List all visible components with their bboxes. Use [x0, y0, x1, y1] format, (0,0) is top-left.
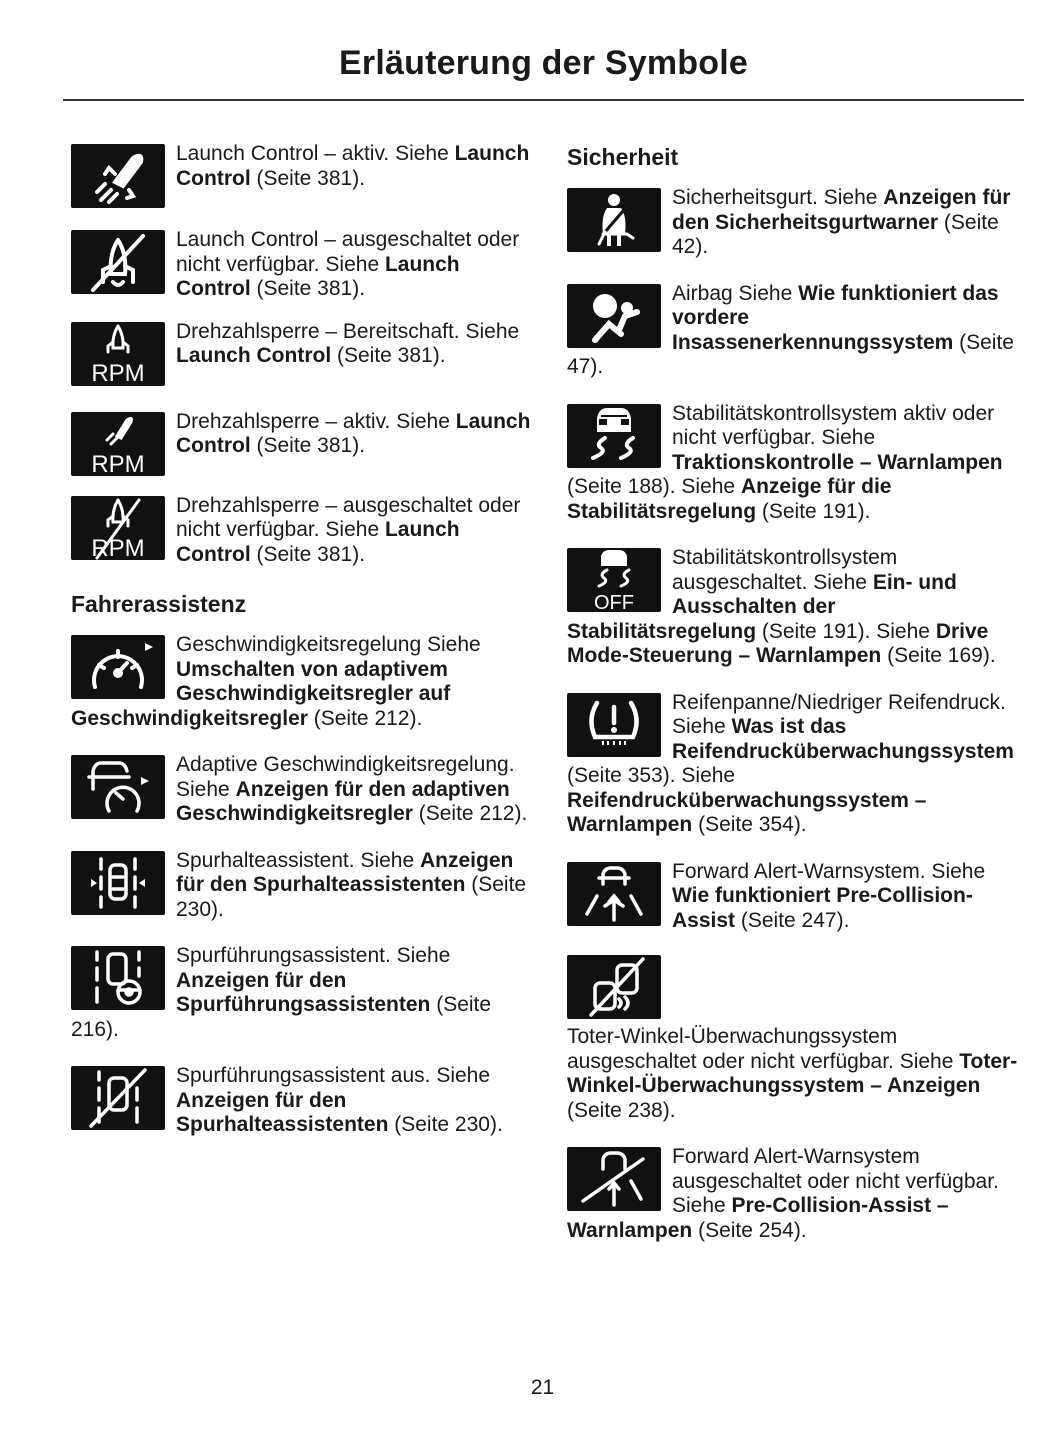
cross-reference-link[interactable]: Launch Control [176, 518, 460, 566]
right-column [567, 142, 1027, 1265]
section-heading-fahrerassistenz: Fahrerassistenz [71, 591, 247, 617]
rpm-limiter-off-icon [71, 496, 165, 560]
entry-text: Launch Control – ausgeschaltet oder nicht verfügbar. Siehe [176, 228, 520, 276]
adaptive-cruise-control-icon [71, 755, 165, 819]
page-reference: (Seite 188). Siehe [567, 475, 741, 498]
cross-reference-link[interactable]: Reifendrucküberwachungssystem – Warnlampen [567, 788, 927, 836]
entry-text: Drehzahlsperre – Bereitschaft. Siehe [176, 319, 520, 343]
page-reference: (Seite 254). [692, 1218, 807, 1242]
cross-reference-link[interactable]: Anzeigen für den adaptiven Geschwindigkeitsregler [176, 777, 510, 825]
page-reference: (Seite 230). [176, 873, 527, 921]
page-reference: (Seite 381). [250, 166, 366, 190]
entry-text: Spurhalteassistent. Siehe [176, 848, 420, 872]
symbol-entry [71, 320, 531, 388]
cross-reference-link[interactable]: Anzeigen für den Spurführungsassistenten [176, 968, 431, 1016]
page-reference: (Seite 191). [756, 499, 871, 523]
cross-reference-link[interactable]: Anzeigen für den Sicherheitsgurtwarner [672, 186, 1011, 234]
rpm-limiter-standby-icon [71, 322, 165, 386]
symbol-entry [71, 944, 531, 1042]
cross-reference-link[interactable]: Launch Control [176, 142, 530, 190]
cross-reference-link[interactable]: Anzeigen für den Spurhalteassistenten [176, 1088, 389, 1136]
page-reference: (Seite 216). [71, 993, 492, 1041]
blind-spot-off-icon [567, 955, 661, 1019]
page-reference: (Seite 381). [331, 344, 446, 367]
cross-reference-link[interactable]: Was ist das Reifendrucküberwachungssystem [672, 715, 1014, 763]
symbol-entry [71, 228, 531, 302]
tire-pressure-icon [567, 693, 661, 757]
page-reference: (Seite 238). [567, 1098, 676, 1122]
symbol-entry [567, 282, 1027, 380]
forward-alert-off-icon [567, 1147, 661, 1211]
entry-text: Reifenpanne/Niedriger Reifendruck. Siehe [672, 690, 1006, 738]
airbag-icon [567, 284, 661, 348]
entry-text: Launch Control – aktiv. Siehe [176, 142, 455, 165]
rpm-limiter-active-icon [71, 412, 165, 476]
cross-reference-link[interactable]: Wie funktioniert Pre-Collision-Assist [672, 884, 973, 932]
symbol-entry [567, 402, 1027, 525]
page-reference: (Seite 42). [672, 210, 999, 258]
header-rule [63, 99, 1024, 101]
entry-text: Stabilitätskontrollsystem aktiv oder nicht verfügbar. Siehe [672, 401, 995, 449]
launch-control-off-icon [71, 230, 165, 294]
symbol-entry [567, 860, 1027, 934]
symbol-entry [567, 186, 1027, 260]
lane-keeping-icon [71, 851, 165, 915]
page-reference: (Seite 381). [250, 434, 366, 457]
entry-text: Spurführungsassistent aus. Siehe [176, 1064, 491, 1087]
entry-text: Forward Alert-Warnsystem ausgeschaltet oder nicht verfügbar. Siehe [672, 1145, 999, 1217]
page-reference: (Seite 247). [735, 908, 850, 932]
page-reference: (Seite 191). Siehe [756, 619, 936, 643]
entry-text: Drehzahlsperre – aktiv. Siehe [176, 409, 456, 433]
page-reference: (Seite 212). [412, 802, 528, 825]
svg-text:RPM: RPM [91, 450, 145, 476]
cross-reference-link[interactable]: Launch Control [176, 409, 531, 457]
symbol-entry [71, 1064, 531, 1138]
seatbelt-icon [567, 188, 661, 252]
symbol-entry [71, 142, 531, 210]
left-column [71, 142, 531, 1160]
page-title: Erläuterung der Symbole [339, 44, 748, 82]
cross-reference-link[interactable]: Launch Control [176, 344, 332, 367]
cruise-control-icon [71, 635, 165, 699]
stability-control-icon [567, 404, 661, 468]
entry-text: Toter-Winkel-Überwachungssystem ausgeschaltet oder nicht verfügbar. Siehe [567, 1025, 960, 1073]
cross-reference-link[interactable]: Pre-Collision-Assist – Warnlampen [567, 1194, 949, 1242]
cross-reference-link[interactable]: Anzeigen für den Spurhalteassistenten [176, 848, 514, 896]
svg-text:RPM: RPM [91, 359, 145, 386]
launch-control-active-icon [71, 144, 165, 208]
symbol-entry [567, 1145, 1027, 1243]
symbol-entry [567, 691, 1027, 838]
entry-text: Airbag Siehe [672, 281, 799, 305]
page-number: 21 [530, 1376, 555, 1399]
lane-centering-off-icon [71, 1066, 165, 1130]
cross-reference-link[interactable]: Traktionskontrolle – Warnlampen [672, 450, 1003, 474]
cross-reference-link[interactable]: Anzeige für die Stabilitätsregelung [567, 475, 892, 523]
svg-text:RPM: RPM [91, 534, 145, 560]
symbol-entry [71, 753, 531, 827]
cross-reference-link[interactable]: Toter-Winkel-Überwachungssystem – Anzeigen [567, 1049, 1018, 1097]
cross-reference-link[interactable]: Umschalten von adaptivem Geschwindigkeitsregler auf Geschwindigkeitsregler [71, 657, 451, 730]
page-reference: (Seite 47). [567, 330, 1014, 378]
section-heading-sicherheit: Sicherheit [567, 144, 679, 170]
svg-text:OFF: OFF [594, 592, 634, 612]
lane-centering-icon [71, 946, 165, 1010]
page-reference: (Seite 381). [250, 277, 366, 300]
entry-text: Geschwindigkeitsregelung Siehe [176, 633, 481, 656]
page-reference: (Seite 353). Siehe [567, 764, 736, 787]
entry-text: Spurführungsassistent. Siehe [176, 944, 451, 967]
symbol-entry [567, 546, 1027, 669]
symbol-entry [71, 410, 531, 478]
stability-control-off-icon [567, 548, 661, 612]
symbol-entry [567, 955, 1027, 1123]
forward-alert-icon [567, 862, 661, 926]
entry-text: Adaptive Geschwindigkeitsregelung. Siehe [176, 753, 515, 801]
cross-reference-link[interactable]: Launch Control [176, 252, 460, 300]
page-reference: (Seite 212). [307, 706, 423, 730]
cross-reference-link[interactable]: Drive Mode-Steuerung – Warnlampen [567, 619, 989, 667]
symbol-entry [71, 849, 531, 923]
page-reference: (Seite 169). [881, 644, 996, 667]
cross-reference-link[interactable]: Ein- und Ausschalten der Stabilitätsregelung [567, 570, 957, 643]
entry-text: Forward Alert-Warnsystem. Siehe [672, 859, 986, 883]
symbol-entry [71, 633, 531, 731]
cross-reference-link[interactable]: Wie funktioniert das vordere Insassenerkennungssystem [672, 281, 999, 354]
symbol-entry [71, 494, 531, 568]
page-reference: (Seite 230). [388, 1113, 503, 1136]
entry-text: Drehzahlsperre – ausgeschaltet oder nicht verfügbar. Siehe [176, 493, 521, 541]
entry-text: Sicherheitsgurt. Siehe [672, 186, 884, 209]
page-reference: (Seite 381). [250, 542, 366, 566]
page-reference: (Seite 354). [692, 813, 807, 836]
entry-text: Stabilitätskontrollsystem ausgeschaltet. Siehe [672, 546, 898, 594]
